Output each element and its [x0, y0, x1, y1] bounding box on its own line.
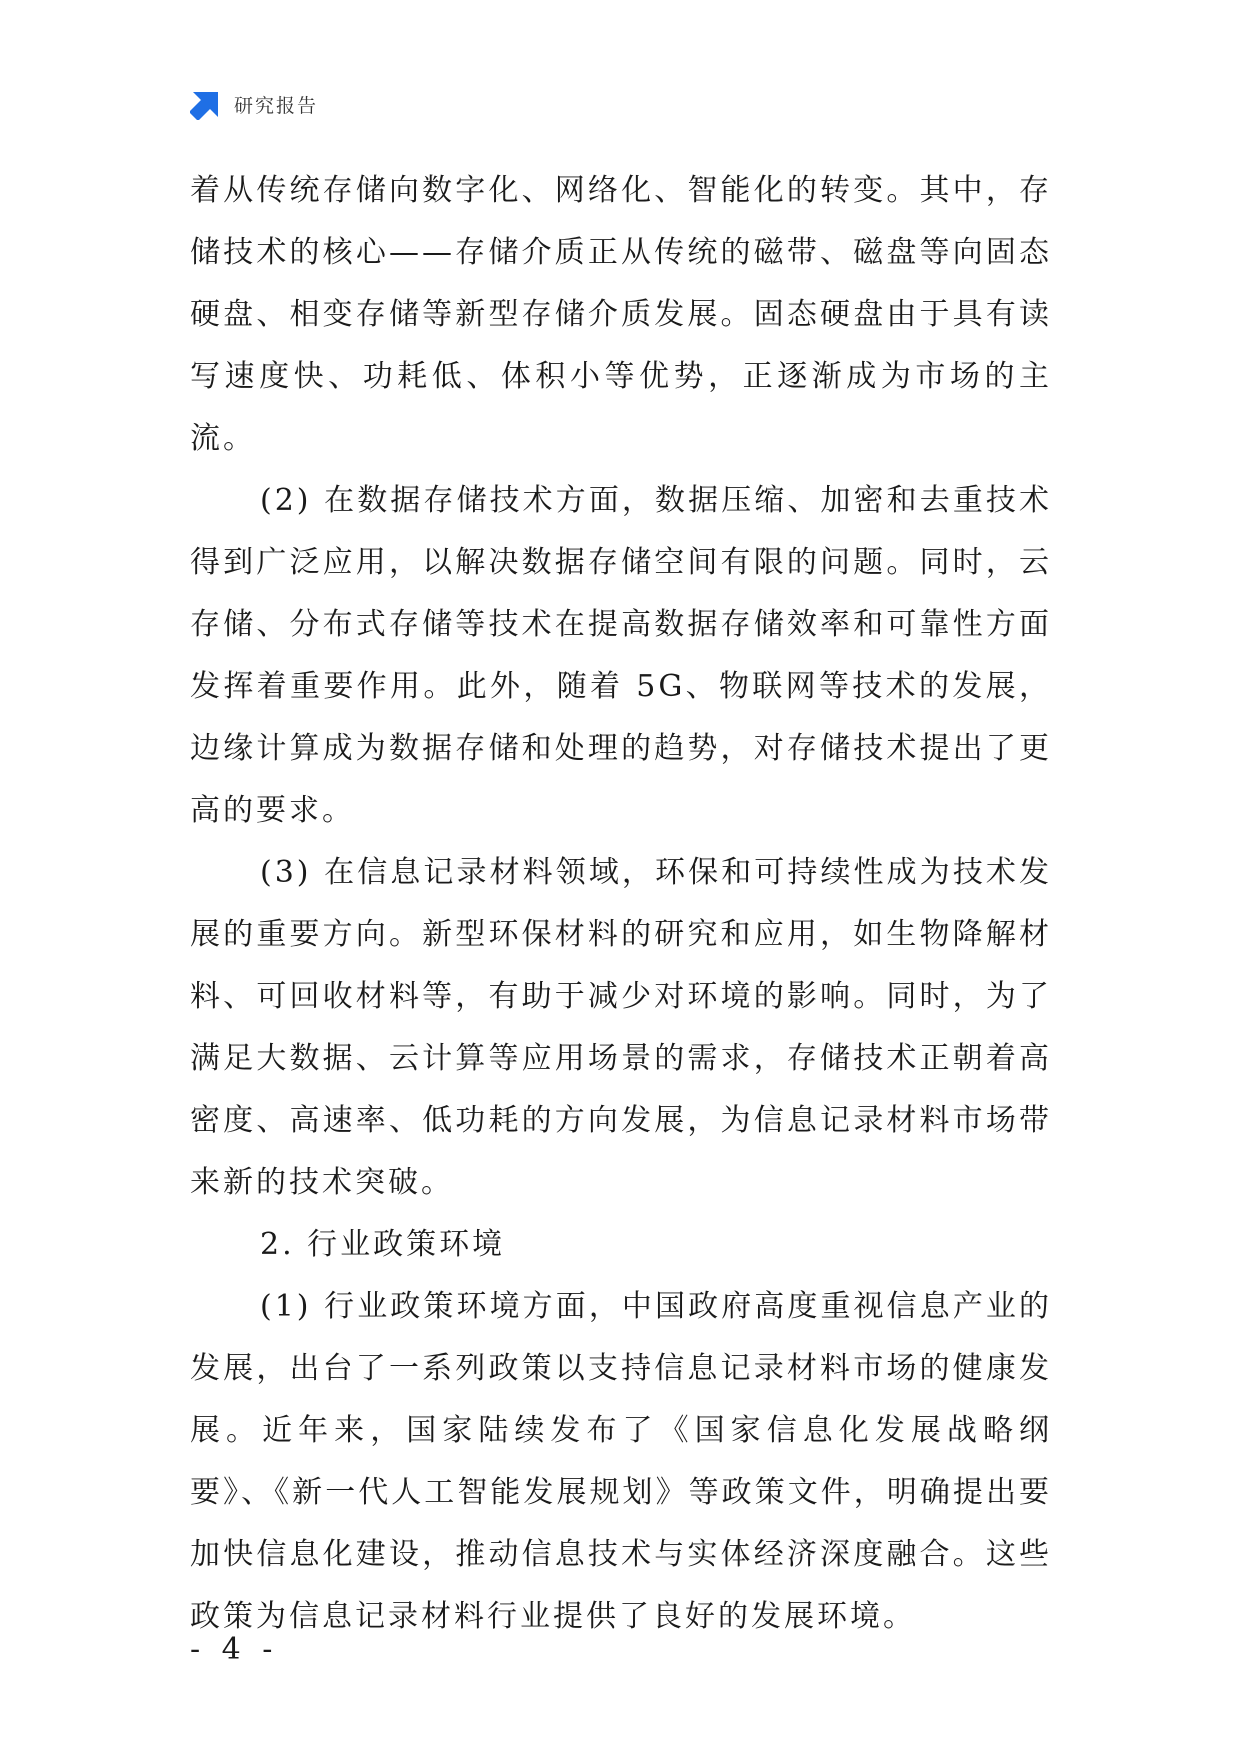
section-heading: 2. 行业政策环境 [260, 1227, 506, 1262]
paragraph-continuation: 着从传统存储向数字化、网络化、智能化的转变。其中，存储技术的核心——存储介质正从传统的磁带、磁盘等向固态硬盘、相变存储等新型存储介质发展。固态硬盘由于具有读写速度快、功耗低、体积小等优势，正逐渐成为市场的主流。 [190, 173, 1052, 456]
page-number: - 4 - [190, 1632, 279, 1667]
paragraph-storage-tech: (2) 在数据存储技术方面，数据压缩、加密和去重技术得到广泛应用，以解决数据存储空间有限的问题。同时，云存储、分布式存储等技术在提高数据存储效率和可靠性方面发挥着重要作用。此外，随着 5G、物联网等技术的发展，边缘计算成为数据存储和处理的趋势，对存储技术提出了更高的要求。 [190, 483, 1052, 828]
paragraph-materials: (3) 在信息记录材料领域，环保和可持续性成为技术发展的重要方向。新型环保材料的研究和应用，如生物降解材料、可回收材料等，有助于减少对环境的影响。同时，为了满足大数据、云计算等应用场景的需求，存储技术正朝着高密度、高速率、低功耗的方向发展，为信息记录材料市场带来新的技术突破。 [190, 855, 1052, 1200]
header-title: 研究报告 [234, 94, 319, 117]
arrow-up-right-icon [190, 88, 222, 120]
document-body [190, 160, 1052, 1648]
paragraph-policy: (1) 行业政策环境方面，中国政府高度重视信息产业的发展，出台了一系列政策以支持信息记录材料市场的健康发展。近年来，国家陆续发布了《国家信息化发展战略纲要》、《新一代人工智能发展规划》等政策文件，明确提出要加快信息化建设，推动信息技术与实体经济深度融合。这些政策为信息记录材料行业提供了良好的发展环境。 [190, 1289, 1052, 1634]
report-header [190, 88, 318, 120]
